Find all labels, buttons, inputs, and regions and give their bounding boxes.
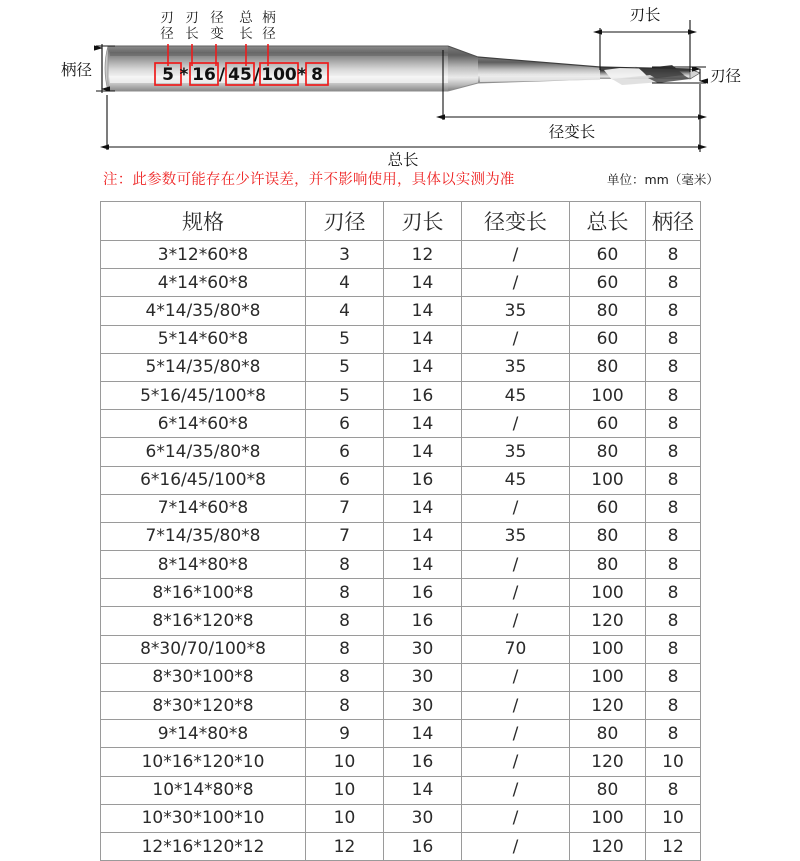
cell-total-length: 100 [570, 635, 646, 663]
cell-total-length: 100 [570, 466, 646, 494]
spec-value-blade-length: 16 [192, 65, 216, 85]
cell-total-length: 80 [570, 551, 646, 579]
cell-spec: 8*30*120*8 [101, 692, 306, 720]
cell-total-length: 120 [570, 832, 646, 860]
cell-taper-length: 70 [462, 635, 570, 663]
cell-total-length: 100 [570, 579, 646, 607]
cell-total-length: 80 [570, 297, 646, 325]
cell-blade-diameter: 3 [306, 241, 384, 269]
cell-spec: 5*14*60*8 [101, 325, 306, 353]
cell-taper-length: / [462, 692, 570, 720]
cell-blade-diameter: 5 [306, 353, 384, 381]
cell-shank-diameter: 8 [646, 241, 701, 269]
cell-blade-diameter: 7 [306, 494, 384, 522]
spec-separator-4: * [297, 65, 307, 85]
column-header-spec: 规格 [101, 202, 306, 241]
cell-shank-diameter: 10 [646, 748, 701, 776]
cell-blade-diameter: 8 [306, 607, 384, 635]
cell-total-length: 60 [570, 241, 646, 269]
callout-label-texts [160, 9, 276, 42]
cell-shank-diameter: 8 [646, 410, 701, 438]
cell-blade-length: 30 [384, 635, 462, 663]
cell-spec: 3*12*60*8 [101, 241, 306, 269]
tool-tip [690, 69, 700, 79]
cell-shank-diameter: 8 [646, 438, 701, 466]
cell-shank-diameter: 8 [646, 353, 701, 381]
cell-spec: 4*14/35/80*8 [101, 297, 306, 325]
cell-spec: 10*16*120*10 [101, 748, 306, 776]
cell-spec: 12*16*120*12 [101, 832, 306, 860]
cell-blade-diameter: 9 [306, 720, 384, 748]
cell-taper-length: 45 [462, 466, 570, 494]
table-row [101, 241, 701, 269]
cell-shank-diameter: 8 [646, 381, 701, 409]
cell-taper-length: 35 [462, 438, 570, 466]
cell-spec: 9*14*80*8 [101, 720, 306, 748]
cell-spec: 8*14*80*8 [101, 551, 306, 579]
example-spec-overlay [155, 63, 328, 85]
cell-blade-diameter: 4 [306, 297, 384, 325]
cell-shank-diameter: 8 [646, 720, 701, 748]
cell-shank-diameter: 8 [646, 522, 701, 550]
cell-total-length: 60 [570, 269, 646, 297]
cell-total-length: 60 [570, 325, 646, 353]
cell-spec: 8*16*120*8 [101, 607, 306, 635]
cell-taper-length: / [462, 776, 570, 804]
cell-total-length: 100 [570, 663, 646, 691]
cell-shank-diameter: 10 [646, 804, 701, 832]
cell-total-length: 60 [570, 494, 646, 522]
table-row [101, 325, 701, 353]
cell-blade-diameter: 6 [306, 466, 384, 494]
cell-taper-length: / [462, 551, 570, 579]
cell-taper-length: 45 [462, 381, 570, 409]
cell-blade-length: 14 [384, 297, 462, 325]
cell-taper-length: / [462, 663, 570, 691]
dimension-blade-length [600, 20, 690, 72]
cell-shank-diameter: 8 [646, 663, 701, 691]
cell-blade-diameter: 4 [306, 269, 384, 297]
table-row [101, 692, 701, 720]
dimension-label-blade-length: 刃长 [629, 6, 661, 24]
cell-taper-length: 35 [462, 353, 570, 381]
cell-total-length: 80 [570, 353, 646, 381]
cell-spec: 8*30*100*8 [101, 663, 306, 691]
cell-total-length: 80 [570, 438, 646, 466]
cell-spec: 10*30*100*10 [101, 804, 306, 832]
cell-spec: 6*14/35/80*8 [101, 438, 306, 466]
cell-blade-diameter: 6 [306, 438, 384, 466]
tool-shank-end [105, 46, 108, 91]
table-row [101, 776, 701, 804]
cell-total-length: 120 [570, 607, 646, 635]
cell-spec: 5*14/35/80*8 [101, 353, 306, 381]
table-row [101, 410, 701, 438]
table-row [101, 748, 701, 776]
table-row [101, 466, 701, 494]
column-header-blade-len: 刃长 [384, 202, 462, 241]
cell-blade-length: 16 [384, 579, 462, 607]
cell-spec: 7*14*60*8 [101, 494, 306, 522]
cell-taper-length: / [462, 832, 570, 860]
cell-blade-length: 14 [384, 522, 462, 550]
table-row [101, 269, 701, 297]
table-row [101, 297, 701, 325]
cell-blade-diameter: 5 [306, 381, 384, 409]
cell-total-length: 80 [570, 720, 646, 748]
cell-blade-length: 14 [384, 551, 462, 579]
cell-blade-length: 14 [384, 353, 462, 381]
cell-shank-diameter: 8 [646, 579, 701, 607]
accuracy-note: 注：此参数可能存在少许误差，并不影响使用，具体以实测为准 [103, 172, 515, 188]
cell-blade-length: 14 [384, 494, 462, 522]
cell-blade-diameter: 8 [306, 551, 384, 579]
cell-taper-length: / [462, 325, 570, 353]
cell-total-length: 80 [570, 776, 646, 804]
cell-taper-length: / [462, 410, 570, 438]
dimension-label-shank-diameter: 柄径 [60, 61, 92, 79]
dimension-label-taper-length: 径变长 [548, 123, 596, 141]
table-row [101, 438, 701, 466]
cell-shank-diameter: 8 [646, 269, 701, 297]
dimension-label-overall-length: 总长 [387, 151, 419, 169]
cell-blade-diameter: 5 [306, 325, 384, 353]
cell-total-length: 100 [570, 804, 646, 832]
cell-total-length: 120 [570, 692, 646, 720]
cell-taper-length: / [462, 241, 570, 269]
column-header-blade-dia: 刃径 [306, 202, 384, 241]
cell-blade-diameter: 10 [306, 804, 384, 832]
cell-blade-diameter: 10 [306, 748, 384, 776]
cell-blade-length: 14 [384, 325, 462, 353]
cell-shank-diameter: 8 [646, 607, 701, 635]
cell-blade-diameter: 7 [306, 522, 384, 550]
cell-spec: 4*14*60*8 [101, 269, 306, 297]
table-row [101, 579, 701, 607]
column-header-taper-len: 径变长 [462, 202, 570, 241]
column-header-shank-dia: 柄径 [646, 202, 701, 241]
cell-shank-diameter: 8 [646, 776, 701, 804]
cell-blade-length: 14 [384, 269, 462, 297]
dimension-label-blade-diameter: 刃径 [710, 67, 742, 85]
table-row [101, 353, 701, 381]
unit-label: 单位：mm（毫米） [607, 172, 719, 187]
cell-blade-length: 16 [384, 466, 462, 494]
cell-blade-diameter: 12 [306, 832, 384, 860]
table-row [101, 832, 701, 860]
cell-blade-diameter: 8 [306, 635, 384, 663]
cell-blade-length: 30 [384, 804, 462, 832]
cell-taper-length: / [462, 804, 570, 832]
cell-blade-length: 16 [384, 381, 462, 409]
spec-separator-1: * [179, 65, 189, 85]
cell-blade-length: 14 [384, 720, 462, 748]
cell-blade-diameter: 8 [306, 579, 384, 607]
cell-blade-diameter: 8 [306, 663, 384, 691]
table-row [101, 804, 701, 832]
cell-total-length: 60 [570, 410, 646, 438]
table-row [101, 551, 701, 579]
cell-blade-length: 16 [384, 607, 462, 635]
cell-total-length: 80 [570, 522, 646, 550]
cell-blade-diameter: 10 [306, 776, 384, 804]
cell-blade-length: 12 [384, 241, 462, 269]
cell-blade-length: 16 [384, 748, 462, 776]
cell-blade-length: 14 [384, 410, 462, 438]
cell-shank-diameter: 8 [646, 551, 701, 579]
table-header-row [101, 202, 701, 241]
cell-spec: 7*14/35/80*8 [101, 522, 306, 550]
cell-blade-length: 14 [384, 776, 462, 804]
cell-spec: 6*16/45/100*8 [101, 466, 306, 494]
cell-shank-diameter: 8 [646, 635, 701, 663]
cell-blade-length: 16 [384, 832, 462, 860]
cell-taper-length: 35 [462, 297, 570, 325]
spec-value-taper-length: 45 [228, 65, 252, 85]
spec-table-container [100, 201, 700, 861]
cell-spec: 10*14*80*8 [101, 776, 306, 804]
cell-spec: 6*14*60*8 [101, 410, 306, 438]
callout-label-shank-diameter: 柄径 [262, 10, 276, 42]
cell-blade-diameter: 6 [306, 410, 384, 438]
cell-taper-length: / [462, 748, 570, 776]
cell-total-length: 100 [570, 381, 646, 409]
callout-label-blade-length: 刃长 [185, 10, 199, 42]
spec-separator-2: / [218, 65, 226, 85]
cell-shank-diameter: 12 [646, 832, 701, 860]
cell-shank-diameter: 8 [646, 297, 701, 325]
table-row [101, 663, 701, 691]
cell-taper-length: / [462, 494, 570, 522]
cell-spec: 8*16*100*8 [101, 579, 306, 607]
spec-value-blade-diameter: 5 [162, 65, 174, 85]
cell-total-length: 120 [570, 748, 646, 776]
cell-shank-diameter: 8 [646, 692, 701, 720]
specification-table [100, 201, 701, 861]
table-row [101, 522, 701, 550]
note-row [0, 168, 800, 194]
cell-taper-length: / [462, 579, 570, 607]
cell-shank-diameter: 8 [646, 494, 701, 522]
table-row [101, 720, 701, 748]
cell-blade-diameter: 8 [306, 692, 384, 720]
table-row [101, 381, 701, 409]
table-row [101, 607, 701, 635]
cell-blade-length: 30 [384, 663, 462, 691]
table-row [101, 635, 701, 663]
spec-value-shank-diameter: 8 [311, 65, 323, 85]
column-header-total-len: 总长 [570, 202, 646, 241]
spec-value-total-length: 100 [261, 65, 297, 85]
cell-taper-length: 35 [462, 522, 570, 550]
cell-blade-length: 14 [384, 438, 462, 466]
dimension-overall-length [107, 95, 698, 150]
cell-spec: 8*30/70/100*8 [101, 635, 306, 663]
cell-taper-length: / [462, 269, 570, 297]
spec-separator-3: / [253, 65, 261, 85]
cell-taper-length: / [462, 607, 570, 635]
cell-blade-length: 30 [384, 692, 462, 720]
callout-label-blade-diameter: 刃径 [160, 10, 174, 42]
cell-shank-diameter: 8 [646, 325, 701, 353]
cell-taper-length: / [462, 720, 570, 748]
cell-shank-diameter: 8 [646, 466, 701, 494]
cell-spec: 5*16/45/100*8 [101, 381, 306, 409]
table-row [101, 494, 701, 522]
callout-label-taper-change: 径变 [210, 10, 224, 42]
callout-label-overall-length: 总长 [239, 10, 253, 42]
